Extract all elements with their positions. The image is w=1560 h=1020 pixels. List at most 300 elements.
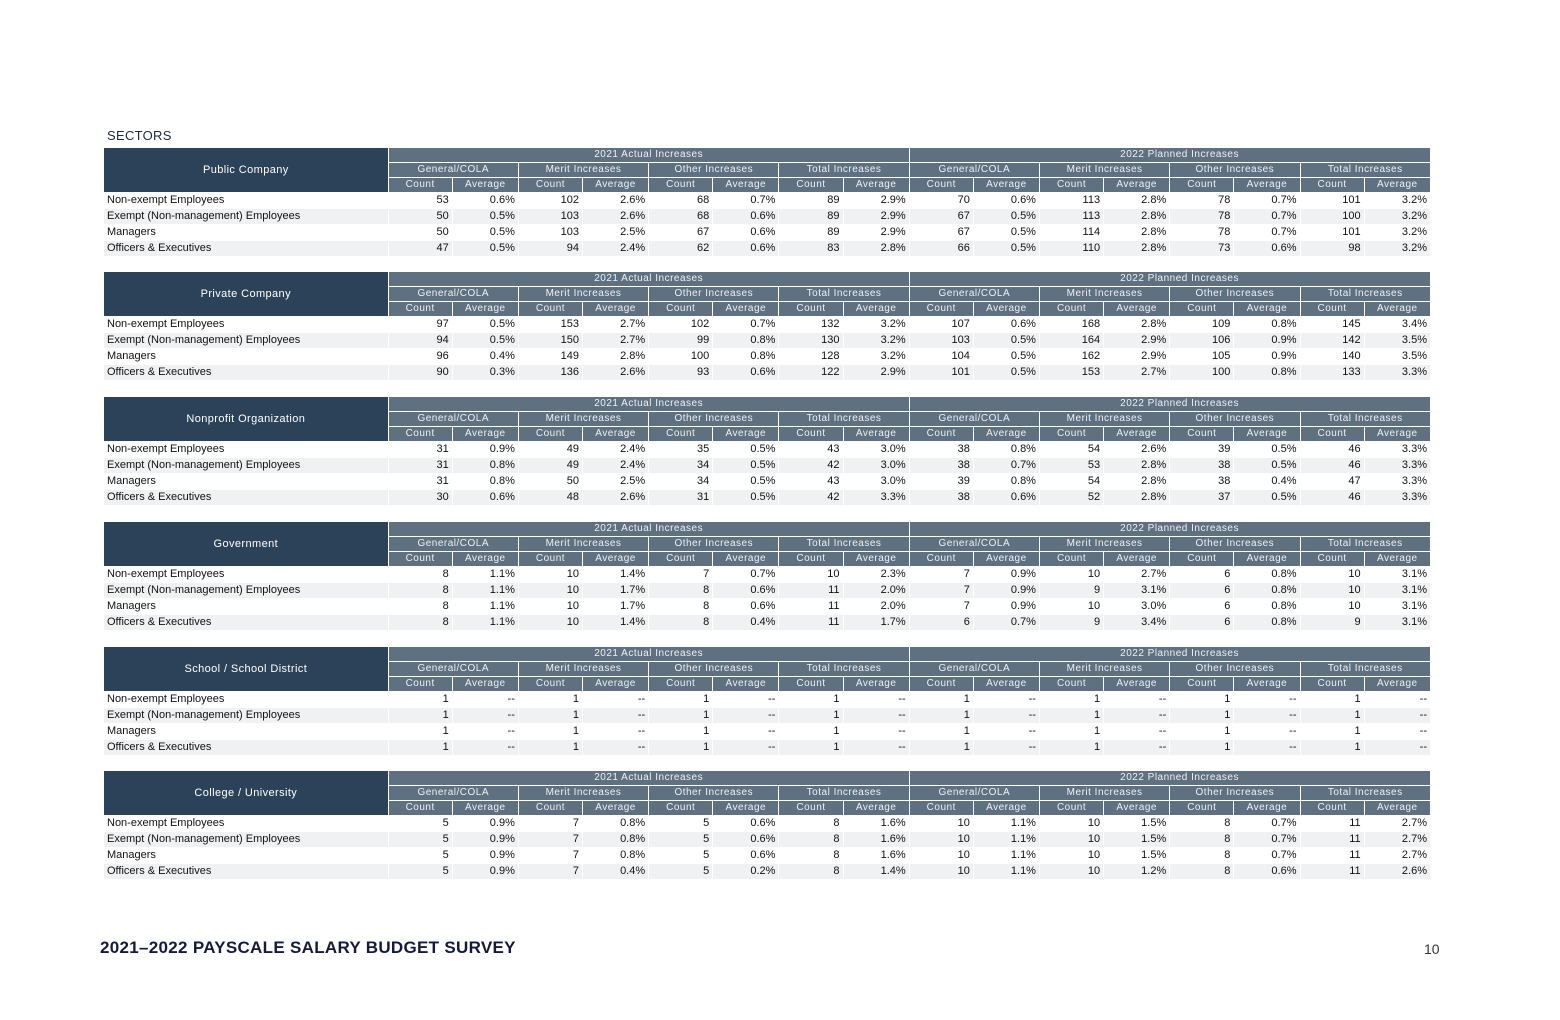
row-label: Officers & Executives — [104, 740, 388, 755]
average-cell: 2.8% — [1104, 490, 1169, 505]
table-row — [104, 864, 1430, 879]
average-header: Average — [1234, 302, 1299, 316]
average-cell: 2.7% — [1104, 567, 1169, 582]
count-cell: 107 — [910, 317, 973, 332]
average-cell: 0.9% — [1234, 333, 1299, 348]
average-cell: 0.2% — [713, 864, 778, 879]
average-cell: 0.8% — [453, 458, 518, 473]
count-cell: 6 — [1170, 599, 1233, 614]
year-header-2021: 2021 Actual Increases — [389, 148, 909, 162]
average-cell: 3.2% — [844, 333, 909, 348]
count-header: Count — [1170, 178, 1233, 192]
count-cell: 122 — [779, 365, 842, 380]
table-row — [104, 458, 1430, 473]
average-cell: 1.1% — [453, 599, 518, 614]
table-row — [104, 816, 1430, 831]
group-header: Other Increases — [1170, 662, 1299, 676]
count-cell: 7 — [910, 599, 973, 614]
row-label: Exempt (Non-management) Employees — [104, 333, 388, 348]
sector-table — [103, 646, 1431, 756]
count-cell: 73 — [1170, 241, 1233, 256]
count-cell: 8 — [389, 583, 452, 598]
count-cell: 11 — [1301, 832, 1364, 847]
count-header: Count — [519, 801, 582, 815]
table-row — [104, 708, 1430, 723]
count-cell: 100 — [1170, 365, 1233, 380]
average-cell: 1.7% — [583, 599, 648, 614]
count-header: Count — [389, 302, 452, 316]
count-cell: 5 — [649, 864, 712, 879]
count-cell: 1 — [389, 740, 452, 755]
year-header-2022: 2022 Planned Increases — [910, 647, 1430, 661]
average-cell: 3.3% — [1365, 365, 1430, 380]
average-header: Average — [453, 302, 518, 316]
count-cell: 38 — [1170, 474, 1233, 489]
count-header: Count — [779, 427, 842, 441]
count-cell: 67 — [649, 225, 712, 240]
average-cell: 0.6% — [713, 848, 778, 863]
average-cell: 0.9% — [974, 599, 1039, 614]
average-cell: -- — [713, 740, 778, 755]
average-cell: 0.5% — [453, 241, 518, 256]
count-cell: 5 — [389, 816, 452, 831]
group-header: General/COLA — [389, 412, 518, 426]
count-cell: 10 — [910, 864, 973, 879]
count-header: Count — [519, 178, 582, 192]
average-cell: 1.6% — [844, 848, 909, 863]
average-cell: 0.8% — [583, 816, 648, 831]
count-cell: 43 — [779, 474, 842, 489]
average-cell: 0.7% — [713, 193, 778, 208]
average-cell: 0.7% — [1234, 193, 1299, 208]
sector-name: Government — [104, 522, 388, 566]
count-cell: 8 — [649, 615, 712, 630]
page-number: 10 — [1424, 941, 1440, 957]
count-cell: 8 — [1170, 832, 1233, 847]
count-cell: 30 — [389, 490, 452, 505]
count-cell: 8 — [1170, 816, 1233, 831]
count-cell: 9 — [1040, 615, 1103, 630]
group-header: Total Increases — [779, 412, 908, 426]
average-cell: 3.1% — [1365, 583, 1430, 598]
count-cell: 5 — [649, 816, 712, 831]
group-header: Other Increases — [649, 163, 778, 177]
average-header: Average — [1104, 801, 1169, 815]
average-cell: 0.9% — [1234, 349, 1299, 364]
average-header: Average — [974, 427, 1039, 441]
average-cell: 1.7% — [844, 615, 909, 630]
group-header: Merit Increases — [1040, 662, 1169, 676]
average-cell: -- — [453, 724, 518, 739]
group-header: Other Increases — [1170, 412, 1299, 426]
count-cell: 1 — [519, 724, 582, 739]
average-header: Average — [1234, 552, 1299, 566]
average-cell: -- — [1234, 724, 1299, 739]
average-cell: 0.5% — [974, 241, 1039, 256]
count-cell: 7 — [910, 583, 973, 598]
count-cell: 38 — [910, 458, 973, 473]
average-cell: 0.8% — [453, 474, 518, 489]
average-header: Average — [1234, 677, 1299, 691]
average-cell: -- — [1104, 692, 1169, 707]
count-cell: 142 — [1301, 333, 1364, 348]
count-cell: 153 — [519, 317, 582, 332]
year-header-2022: 2022 Planned Increases — [910, 522, 1430, 536]
average-cell: 0.5% — [974, 333, 1039, 348]
count-header: Count — [1170, 677, 1233, 691]
average-cell: 3.0% — [844, 458, 909, 473]
group-header: General/COLA — [910, 662, 1039, 676]
count-cell: 98 — [1301, 241, 1364, 256]
count-header: Count — [1170, 427, 1233, 441]
count-cell: 53 — [1040, 458, 1103, 473]
count-header: Count — [1040, 178, 1103, 192]
average-cell: 2.8% — [1104, 209, 1169, 224]
count-cell: 168 — [1040, 317, 1103, 332]
table-row — [104, 583, 1430, 598]
count-cell: 1 — [1170, 692, 1233, 707]
sector-table — [103, 521, 1431, 631]
count-cell: 9 — [1040, 583, 1103, 598]
count-cell: 8 — [649, 583, 712, 598]
average-cell: 0.5% — [713, 458, 778, 473]
count-cell: 101 — [1301, 225, 1364, 240]
average-header: Average — [1365, 178, 1430, 192]
count-cell: 7 — [519, 848, 582, 863]
count-cell: 6 — [910, 615, 973, 630]
count-header: Count — [1301, 427, 1364, 441]
year-header-2022: 2022 Planned Increases — [910, 272, 1430, 286]
average-header: Average — [1365, 302, 1430, 316]
count-cell: 5 — [389, 832, 452, 847]
count-cell: 66 — [910, 241, 973, 256]
sector-name: Nonprofit Organization — [104, 397, 388, 441]
count-header: Count — [389, 677, 452, 691]
count-cell: 34 — [649, 458, 712, 473]
average-cell: 2.4% — [583, 442, 648, 457]
average-cell: 2.8% — [1104, 241, 1169, 256]
average-cell: 0.6% — [1234, 241, 1299, 256]
average-cell: 2.6% — [583, 209, 648, 224]
average-cell: 3.1% — [1365, 567, 1430, 582]
count-cell: 7 — [519, 816, 582, 831]
count-cell: 110 — [1040, 241, 1103, 256]
average-cell: 0.4% — [1234, 474, 1299, 489]
average-header: Average — [1104, 427, 1169, 441]
average-cell: 0.5% — [974, 225, 1039, 240]
group-header: Total Increases — [1301, 537, 1431, 551]
average-cell: 1.5% — [1104, 832, 1169, 847]
count-cell: 50 — [519, 474, 582, 489]
average-cell: 0.7% — [1234, 832, 1299, 847]
count-cell: 1 — [649, 740, 712, 755]
average-header: Average — [713, 552, 778, 566]
group-header: General/COLA — [389, 537, 518, 551]
group-header: Other Increases — [1170, 287, 1299, 301]
count-cell: 1 — [779, 692, 842, 707]
row-label: Non-exempt Employees — [104, 816, 388, 831]
report-title: 2021–2022 PAYSCALE SALARY BUDGET SURVEY — [100, 938, 516, 957]
count-cell: 10 — [910, 832, 973, 847]
count-cell: 5 — [389, 848, 452, 863]
count-cell: 100 — [649, 349, 712, 364]
row-label: Exempt (Non-management) Employees — [104, 832, 388, 847]
average-cell: -- — [713, 692, 778, 707]
count-cell: 89 — [779, 209, 842, 224]
count-cell: 46 — [1301, 490, 1364, 505]
average-cell: 3.3% — [1365, 458, 1430, 473]
table-row — [104, 474, 1430, 489]
count-header: Count — [779, 302, 842, 316]
average-header: Average — [844, 552, 909, 566]
average-cell: 2.8% — [1104, 474, 1169, 489]
average-header: Average — [1365, 427, 1430, 441]
average-cell: 0.8% — [713, 349, 778, 364]
average-cell: 3.5% — [1365, 333, 1430, 348]
average-cell: 3.3% — [1365, 442, 1430, 457]
group-header: General/COLA — [910, 287, 1039, 301]
section-title: SECTORS — [107, 128, 172, 143]
average-cell: 0.6% — [974, 317, 1039, 332]
average-header: Average — [583, 677, 648, 691]
count-cell: 1 — [779, 724, 842, 739]
row-label: Managers — [104, 225, 388, 240]
row-label: Non-exempt Employees — [104, 193, 388, 208]
average-cell: 2.6% — [583, 365, 648, 380]
row-label: Exempt (Non-management) Employees — [104, 708, 388, 723]
sector-name: College / University — [104, 771, 388, 815]
count-cell: 164 — [1040, 333, 1103, 348]
count-header: Count — [779, 178, 842, 192]
count-cell: 11 — [1301, 816, 1364, 831]
average-cell: -- — [1365, 740, 1430, 755]
average-cell: 1.1% — [974, 816, 1039, 831]
count-cell: 8 — [779, 848, 842, 863]
count-header: Count — [1170, 552, 1233, 566]
count-cell: 104 — [910, 349, 973, 364]
count-header: Count — [649, 677, 712, 691]
group-header: Total Increases — [779, 662, 908, 676]
count-cell: 128 — [779, 349, 842, 364]
count-cell: 109 — [1170, 317, 1233, 332]
year-header-2021: 2021 Actual Increases — [389, 647, 909, 661]
average-cell: 1.1% — [453, 567, 518, 582]
count-cell: 11 — [1301, 848, 1364, 863]
count-cell: 102 — [519, 193, 582, 208]
average-cell: 1.5% — [1104, 848, 1169, 863]
count-cell: 1 — [1170, 708, 1233, 723]
count-cell: 6 — [1170, 567, 1233, 582]
count-cell: 7 — [519, 832, 582, 847]
count-cell: 89 — [779, 225, 842, 240]
average-cell: 0.8% — [713, 333, 778, 348]
average-header: Average — [1365, 677, 1430, 691]
table-row — [104, 333, 1430, 348]
average-cell: 0.8% — [1234, 317, 1299, 332]
count-header: Count — [910, 677, 973, 691]
count-header: Count — [1040, 801, 1103, 815]
count-cell: 150 — [519, 333, 582, 348]
average-cell: 0.7% — [1234, 209, 1299, 224]
average-cell: 3.2% — [1365, 209, 1430, 224]
average-cell: -- — [1104, 724, 1169, 739]
count-cell: 10 — [910, 816, 973, 831]
group-header: Total Increases — [1301, 287, 1431, 301]
average-header: Average — [1104, 552, 1169, 566]
group-header: Merit Increases — [519, 163, 648, 177]
count-header: Count — [1040, 677, 1103, 691]
average-cell: 2.7% — [1365, 848, 1430, 863]
average-cell: 0.7% — [1234, 225, 1299, 240]
count-cell: 10 — [1040, 832, 1103, 847]
count-cell: 39 — [910, 474, 973, 489]
count-cell: 1 — [649, 724, 712, 739]
count-header: Count — [649, 801, 712, 815]
average-header: Average — [713, 302, 778, 316]
average-cell: 0.9% — [453, 864, 518, 879]
year-header-2021: 2021 Actual Increases — [389, 397, 909, 411]
average-cell: -- — [583, 708, 648, 723]
count-cell: 1 — [1170, 724, 1233, 739]
count-cell: 8 — [389, 567, 452, 582]
average-header: Average — [974, 552, 1039, 566]
table-row — [104, 209, 1430, 224]
count-cell: 8 — [1170, 864, 1233, 879]
average-cell: -- — [1104, 708, 1169, 723]
count-cell: 153 — [1040, 365, 1103, 380]
average-cell: 1.4% — [583, 567, 648, 582]
count-cell: 8 — [779, 832, 842, 847]
average-header: Average — [844, 801, 909, 815]
count-cell: 49 — [519, 458, 582, 473]
table-row — [104, 832, 1430, 847]
average-cell: 0.6% — [713, 365, 778, 380]
group-header: Merit Increases — [1040, 412, 1169, 426]
count-cell: 38 — [1170, 458, 1233, 473]
average-header: Average — [453, 427, 518, 441]
group-header: Merit Increases — [519, 287, 648, 301]
average-cell: 2.8% — [844, 241, 909, 256]
average-cell: 0.5% — [974, 209, 1039, 224]
average-cell: 0.8% — [974, 442, 1039, 457]
average-cell: 0.5% — [453, 333, 518, 348]
average-cell: 2.6% — [583, 490, 648, 505]
year-header-2021: 2021 Actual Increases — [389, 771, 909, 785]
average-header: Average — [1234, 178, 1299, 192]
table-row — [104, 442, 1430, 457]
count-cell: 47 — [389, 241, 452, 256]
count-cell: 62 — [649, 241, 712, 256]
table-row — [104, 241, 1430, 256]
average-cell: 0.5% — [974, 365, 1039, 380]
average-cell: 2.7% — [1365, 816, 1430, 831]
average-cell: 3.1% — [1365, 599, 1430, 614]
average-cell: 2.9% — [1104, 333, 1169, 348]
count-cell: 49 — [519, 442, 582, 457]
count-cell: 8 — [779, 816, 842, 831]
year-header-2022: 2022 Planned Increases — [910, 397, 1430, 411]
group-header: Total Increases — [779, 163, 908, 177]
sector-table — [103, 271, 1431, 381]
row-label: Officers & Executives — [104, 365, 388, 380]
count-cell: 1 — [1301, 724, 1364, 739]
average-cell: 3.1% — [1365, 615, 1430, 630]
count-cell: 102 — [649, 317, 712, 332]
count-header: Count — [1301, 677, 1364, 691]
average-cell: 0.8% — [1234, 599, 1299, 614]
table-row — [104, 599, 1430, 614]
average-cell: 0.6% — [453, 490, 518, 505]
count-cell: 37 — [1170, 490, 1233, 505]
count-cell: 34 — [649, 474, 712, 489]
average-cell: 1.6% — [844, 816, 909, 831]
year-header-2021: 2021 Actual Increases — [389, 272, 909, 286]
count-cell: 10 — [1301, 583, 1364, 598]
count-cell: 10 — [910, 848, 973, 863]
average-header: Average — [974, 677, 1039, 691]
count-cell: 94 — [389, 333, 452, 348]
count-cell: 67 — [910, 209, 973, 224]
row-label: Exempt (Non-management) Employees — [104, 458, 388, 473]
count-cell: 1 — [910, 708, 973, 723]
average-cell: 3.4% — [1104, 615, 1169, 630]
average-cell: 1.1% — [974, 864, 1039, 879]
count-cell: 54 — [1040, 474, 1103, 489]
count-cell: 48 — [519, 490, 582, 505]
count-cell: 132 — [779, 317, 842, 332]
group-header: Merit Increases — [1040, 163, 1169, 177]
count-cell: 8 — [389, 615, 452, 630]
average-header: Average — [974, 801, 1039, 815]
count-cell: 5 — [649, 848, 712, 863]
average-header: Average — [583, 427, 648, 441]
average-cell: 2.8% — [1104, 193, 1169, 208]
count-cell: 10 — [1040, 599, 1103, 614]
average-header: Average — [844, 178, 909, 192]
average-cell: -- — [1234, 692, 1299, 707]
count-cell: 1 — [1170, 740, 1233, 755]
count-cell: 7 — [519, 864, 582, 879]
count-cell: 1 — [1301, 692, 1364, 707]
average-cell: 0.7% — [713, 317, 778, 332]
average-header: Average — [844, 677, 909, 691]
average-header: Average — [1104, 677, 1169, 691]
count-header: Count — [1301, 302, 1364, 316]
count-header: Count — [1301, 178, 1364, 192]
count-cell: 43 — [779, 442, 842, 457]
count-cell: 7 — [649, 567, 712, 582]
count-cell: 42 — [779, 490, 842, 505]
count-cell: 10 — [519, 567, 582, 582]
count-cell: 100 — [1301, 209, 1364, 224]
count-cell: 8 — [1170, 848, 1233, 863]
average-cell: 0.9% — [453, 816, 518, 831]
group-header: Total Increases — [1301, 163, 1431, 177]
group-header: Other Increases — [1170, 786, 1299, 800]
count-cell: 89 — [779, 193, 842, 208]
count-cell: 133 — [1301, 365, 1364, 380]
count-cell: 6 — [1170, 615, 1233, 630]
average-cell: 0.7% — [713, 567, 778, 582]
count-header: Count — [1170, 302, 1233, 316]
group-header: Merit Increases — [519, 662, 648, 676]
count-cell: 103 — [910, 333, 973, 348]
count-header: Count — [910, 552, 973, 566]
table-row — [104, 724, 1430, 739]
count-cell: 105 — [1170, 349, 1233, 364]
average-cell: 0.5% — [713, 490, 778, 505]
count-cell: 90 — [389, 365, 452, 380]
